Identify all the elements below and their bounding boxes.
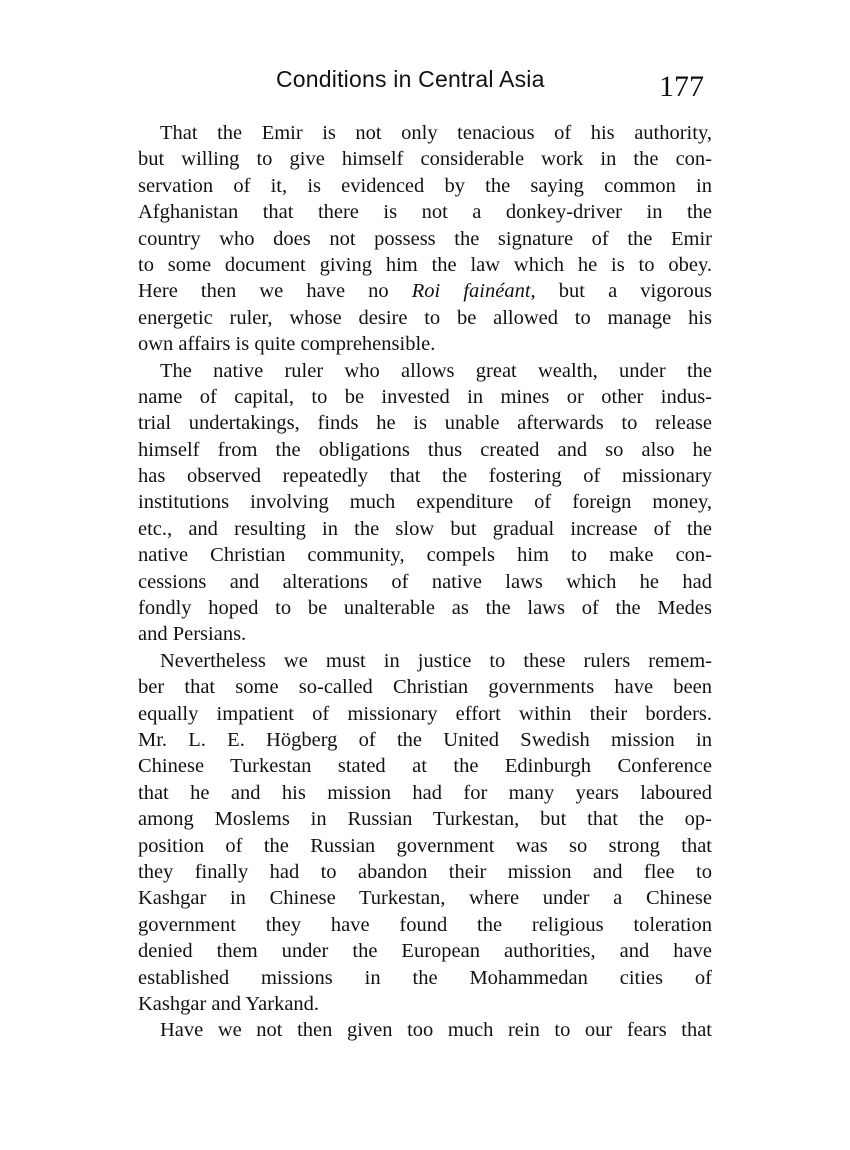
text-line: That the Emir is not only tenacious of his authority,: [160, 122, 712, 144]
text-line: fondly hoped to be unalterable as the laws of the Medes: [138, 597, 712, 620]
running-head: [138, 66, 712, 103]
text-line: The native ruler who allows great wealth, under the: [160, 359, 712, 382]
text-line: has observed repeatedly that the fostering of missionary: [138, 465, 712, 488]
text-line: government they have found the religious toleration: [138, 913, 712, 936]
text-line: they finally had to abandon their mission and flee to: [138, 860, 712, 883]
text-line: native Christian community, compels him to make con-: [138, 544, 712, 567]
text-line: institutions involving much expenditure of foreign money,: [138, 491, 712, 514]
text-line: own affairs is quite comprehensible.: [138, 333, 436, 356]
text-line: etc., and resulting in the slow but gradual increase of the: [138, 517, 712, 540]
text-line: Nevertheless we must in justice to these rulers remem-: [160, 649, 712, 672]
text-line: but willing to give himself considerable work in the con-: [138, 148, 712, 171]
text-line: name of capital, to be invested in mines or other indus-: [138, 385, 712, 408]
text-line: Mr. L. E. Högberg of the United Swedish mission in: [138, 728, 712, 751]
text-line: cessions and alterations of native laws which he had: [138, 570, 712, 593]
text-line: Have we not then given too much rein to our fears that: [160, 1019, 712, 1042]
running-title: Conditions in Central Asia: [276, 66, 545, 92]
text-segment: Here then we have no: [138, 280, 389, 303]
body-text: [138, 120, 712, 1044]
text-line: Afghanistan that there is not a donkey-driver in the: [138, 201, 712, 224]
text-line: [138, 278, 712, 304]
text-line: country who does not possess the signature of the Emir: [138, 227, 712, 250]
text-line: Kashgar in Chinese Turkestan, where under a Chinese: [138, 887, 712, 910]
text-line: servation of it, is evidenced by the saying common in: [138, 174, 712, 197]
text-line: established missions in the Mohammedan cities of: [138, 966, 712, 989]
text-line: equally impatient of missionary effort within their borders.: [138, 702, 712, 725]
text-line: to some document giving him the law which he is to obey.: [138, 253, 712, 276]
text-line: denied them under the European authorities, and have: [138, 940, 712, 963]
page-number: 177: [659, 70, 704, 103]
text-line: himself from the obligations thus created and so also he: [138, 438, 712, 461]
text-line: position of the Russian government was so strong that: [138, 834, 712, 857]
text-line: Chinese Turkestan stated at the Edinburgh Conference: [138, 755, 712, 778]
italic-phrase: Roi fainéant,: [411, 280, 536, 303]
text-line: among Moslems in Russian Turkestan, but that the op-: [138, 808, 712, 831]
text-segment: but a vigorous: [558, 280, 713, 303]
text-line: Kashgar and Yarkand.: [138, 992, 320, 1015]
text-line: ber that some so-called Christian governments have been: [138, 676, 712, 699]
text-line: trial undertakings, finds he is unable afterwards to release: [138, 412, 712, 435]
text-line: and Persians.: [138, 623, 247, 646]
text-line: energetic ruler, whose desire to be allowed to manage his: [138, 306, 712, 329]
text-line: that he and his mission had for many years laboured: [138, 781, 712, 804]
